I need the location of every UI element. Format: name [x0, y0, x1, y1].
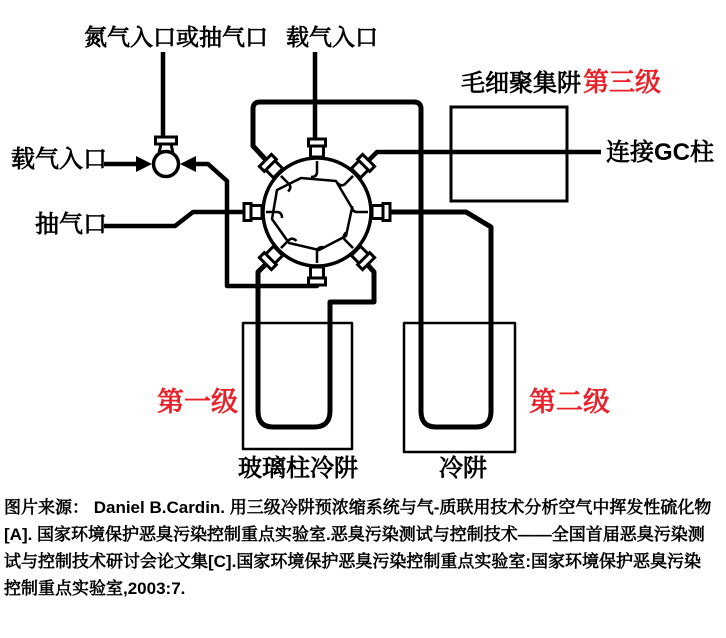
valve-port-fitting-bottom: [309, 267, 326, 285]
citation-line: 控制重点实验室,2003:7.: [4, 579, 186, 598]
stage1-label: 第一级: [157, 387, 238, 417]
nitrogen-inlet-label: 氮气入口或抽气口: [84, 24, 268, 50]
valve-arrow-left: [136, 156, 152, 172]
valve-port-fitting-right: [372, 204, 390, 221]
pump-port-label: 抽气口: [35, 211, 107, 238]
capillary-trap-label: 毛细聚集阱: [461, 70, 581, 97]
citation-line: 试与控制技术研讨会论文集[C].国家环境保护恶臭污染控制重点实验室:国家环境保护恶臭污染: [4, 552, 701, 571]
carrier-inlet-left-label: 载气入口: [11, 146, 107, 173]
valve-arrow-right: [180, 156, 196, 172]
valve-port-fitting-left: [244, 204, 262, 221]
stage2-label: 第二级: [529, 387, 610, 417]
valve-ball: [154, 152, 179, 177]
valve-top-cap: [156, 137, 177, 144]
citation-line: 图片来源： Daniel B.Cardin. 用三级冷阱预浓缩系统与气-质联用技术分析空气中挥发性硫化物: [4, 498, 712, 517]
citation: [0, 494, 726, 602]
citation-line: [A]. 国家环境保护恶臭污染控制重点实验室.恶臭污染测试与控制技术——全国首届恶臭污染测: [4, 525, 705, 544]
stage3-label: 第三级: [583, 67, 662, 97]
valve-port-fitting-top: [309, 139, 326, 157]
three-way-valve: [136, 137, 196, 177]
glass-column-trap-label: 玻璃柱冷阱: [238, 455, 358, 482]
gc-column-label: 连接GC柱: [606, 139, 714, 166]
cold-trap-label: 冷阱: [439, 455, 487, 482]
carrier-inlet-top-label: 载气入口: [286, 24, 378, 50]
